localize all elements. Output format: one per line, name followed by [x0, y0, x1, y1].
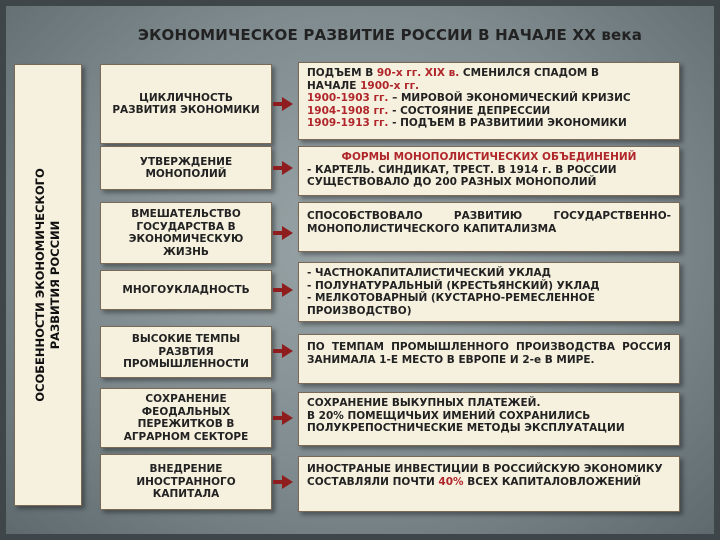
detail-box-cyclicality: [298, 62, 680, 140]
detail-text: ПО ТЕМПАМ ПРОМЫШЛЕННОГО ПРОИЗВОДСТВА РОССИЯ ЗАНИМАЛА 1-Е МЕСТО В ЕВРОПЕ И 2-е В МИРЕ.: [307, 341, 671, 366]
detail-line: 1909-1913 гг. - ПОДЪЕМ В РАЗВИТИИИ ЭКОНОМИКИ: [307, 117, 627, 129]
detail-line: СОХРАНЕНИЕ ВЫКУПНЫХ ПЛАТЕЖЕЙ.: [307, 397, 541, 409]
detail-box-industry-growth: [298, 334, 680, 384]
side-label: [33, 75, 63, 495]
side-label-line2: РАЗВИТИЯ РОССИИ: [48, 220, 62, 350]
feature-box-cyclicality: [100, 64, 272, 144]
feature-label: УТВЕРЖДЕНИЕ МОНОПОЛИЙ: [139, 155, 233, 180]
feature-label: ЦИКЛИЧНОСТЬ РАЗВИТИЯ ЭКОНОМИКИ: [112, 91, 260, 116]
detail-line: ПОДЪЕМ В 90-х гг. XIX в. СМЕНИЛСЯ СПАДОМ В: [307, 67, 600, 79]
feature-box-industry-growth: [100, 326, 272, 378]
feature-box-feudal-remnants: [100, 388, 272, 448]
detail-text-part: ИНОСТРАНЫЕ ИНВЕСТИЦИИ В РОССИЙСКУЮ ЭКОНОМИКУ СОСТАВЛЯЛИ ПОЧТИ: [307, 463, 663, 488]
feature-box-foreign-capital: [100, 454, 272, 510]
detail-box-monopolies: [298, 146, 680, 196]
detail-line: 1904-1908 гг. - СОСТОЯНИЕ ДЕПРЕССИИ: [307, 104, 551, 117]
feature-label: ВЫСОКИЕ ТЕМПЫ РАЗВТИЯ ПРОМЫШЛЕННОСТИ: [123, 333, 249, 371]
arrow-right-icon: [282, 283, 293, 297]
detail-line: НАЧАЛЕ 1900-х гг.: [307, 79, 420, 92]
feature-label: МНОГОУКЛАДНОСТЬ: [122, 283, 250, 296]
detail-heading: ФОРМЫ МОНОПОЛИСТИЧЕСКИХ ОБЪЕДИНЕНИЙ: [341, 151, 637, 163]
slide-title: ЭКОНОМИЧЕСКОЕ РАЗВИТИЕ РОССИИ В НАЧАЛЕ ХХ века: [137, 26, 643, 44]
detail-box-multistructure: [298, 262, 680, 322]
percentage-value: 40%: [438, 475, 464, 488]
arrow-right-icon: [282, 226, 293, 240]
detail-line: - ЧАСТНОКАПИТАЛИСТИЧЕСКИЙ УКЛАД: [307, 267, 551, 279]
feature-label: ВНЕДРЕНИЕ ИНОСТРАННОГО КАПИТАЛА: [136, 463, 236, 501]
detail-text: - КАРТЕЛЬ. СИНДИКАТ, ТРЕСТ. В 1914 г. В РОССИИ СУЩЕСТВОВАЛО ДО 200 РАЗНЫХ МОНОПОЛИЙ: [307, 163, 617, 188]
detail-box-state-intervention: [298, 202, 680, 252]
arrow-right-icon: [282, 475, 293, 489]
arrow-right-icon: [282, 344, 293, 358]
feature-label: ВМЕШАТЕЛЬСТВО ГОСУДАРСТВА В ЭКОНОМИЧЕСКУЮ ЖИЗНЬ: [128, 208, 244, 258]
arrow-right-icon: [282, 97, 293, 111]
detail-text: СПОСОБСТВОВАЛО РАЗВИТИЮ ГОСУДАРСТВЕННО-МОНОПОЛИСТИЧЕСКОГО КАПИТАЛИЗМА: [307, 210, 671, 235]
detail-line: В 20% ПОМЕЩИЧЬИХ ИМЕНИЙ СОХРАНИЛИСЬ ПОЛУКРЕПОСТНИЧЕСКИЕ МЕТОДЫ ЭКСПЛУАТАЦИИ: [307, 409, 625, 434]
feature-box-monopolies: [100, 146, 272, 190]
detail-line: 1900-1903 гг. – МИРОВОЙ ЭКОНОМИЧЕСКИЙ КРИЗИС: [307, 92, 631, 104]
arrow-right-icon: [282, 411, 293, 425]
detail-text-part: ВСЕХ КАПИТАЛОВЛОЖЕНИЙ: [463, 475, 642, 488]
arrow-right-icon: [282, 161, 293, 175]
feature-label: СОХРАНЕНИЕ ФЕОДАЛЬНЫХ ПЕРЕЖИТКОВ В АГРАРНОМ СЕКТОРЕ: [123, 393, 249, 443]
feature-box-state-intervention: [100, 202, 272, 264]
side-label-line1: ОСОБЕННОСТИ ЭКОНОМИЧЕСКОГО: [33, 168, 47, 402]
detail-line: - МЕЛКОТОВАРНЫЙ (КУСТАРНО-РЕМЕСЛЕННОЕ ПРОИЗВОДСТВО): [307, 292, 595, 317]
feature-box-multistructure: [100, 270, 272, 310]
detail-line: - ПОЛУНАТУРАЛЬНЫЙ (КРЕСТЬЯНСКИЙ) УКЛАД: [307, 279, 600, 292]
detail-box-feudal-remnants: [298, 392, 680, 446]
detail-box-foreign-capital: [298, 456, 680, 512]
side-label-box: [14, 64, 82, 506]
